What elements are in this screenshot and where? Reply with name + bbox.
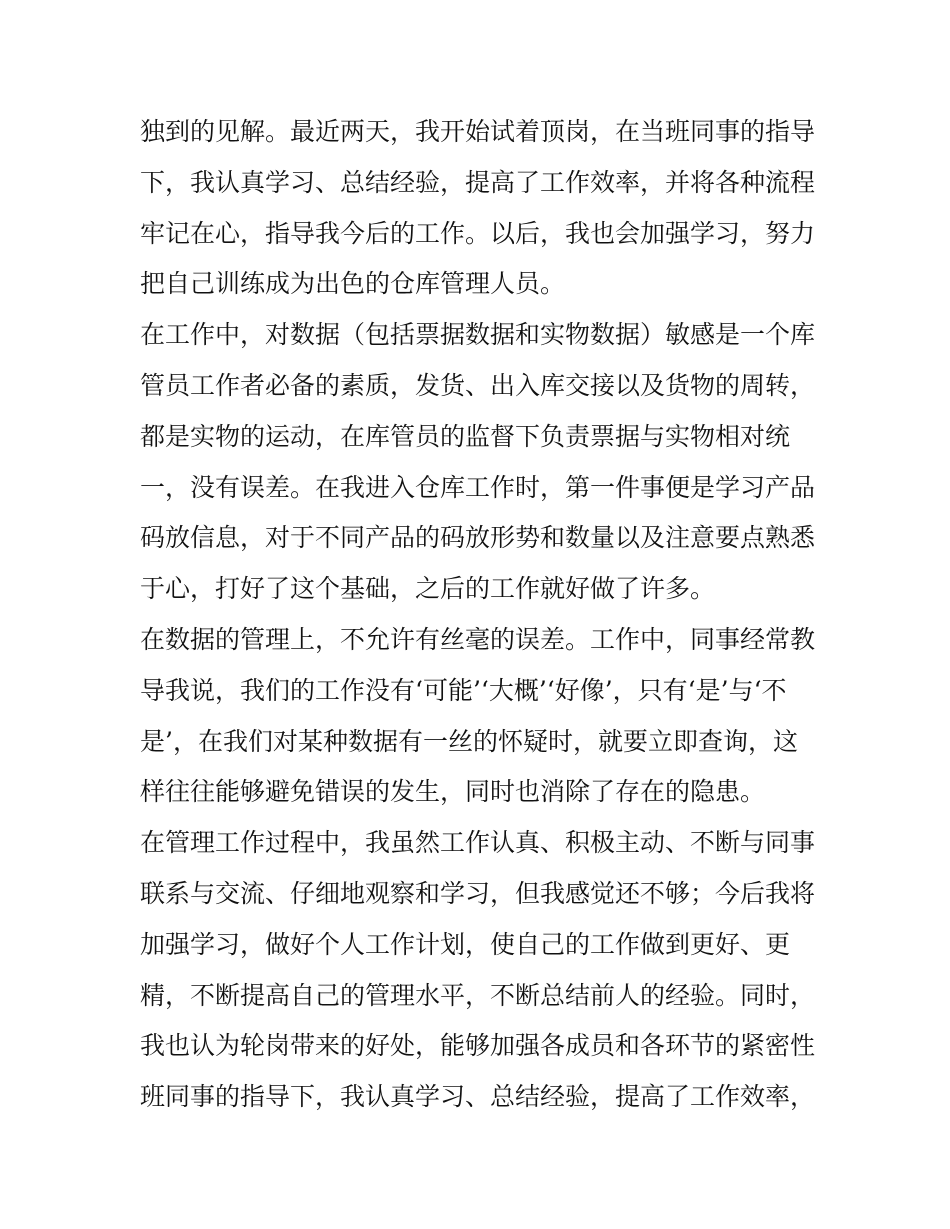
text-line: 班同事的指导下，我认真学习、总结经验，提高了工作效率， bbox=[140, 1082, 816, 1112]
text-line: 于心，打好了这个基础，之后的工作就好做了许多。 bbox=[140, 574, 716, 604]
text-line: 在管理工作过程中，我虽然工作认真、积极主动、不断与同事 bbox=[140, 828, 816, 858]
text-line: 码放信息，对于不同产品的码放形势和数量以及注意要点熟悉 bbox=[140, 523, 816, 553]
text-line: 在数据的管理上，不允许有丝毫的误差。工作中，同事经常教 bbox=[140, 624, 816, 654]
text-line: 是’，在我们对某种数据有一丝的怀疑时，就要立即查询，这 bbox=[140, 726, 798, 756]
text-line: 联系与交流、仔细地观察和学习，但我感觉还不够；今后我将 bbox=[140, 878, 816, 908]
body-text bbox=[140, 107, 840, 1123]
text-line: 精，不断提高自己的管理水平，不断总结前人的经验。同时， bbox=[140, 980, 816, 1010]
text-line: 牢记在心，指导我今后的工作。以后，我也会加强学习，努力 bbox=[140, 218, 816, 248]
text-line: 把自己训练成为出色的仓库管理人员。 bbox=[140, 269, 566, 299]
text-line: 加强学习，做好个人工作计划，使自己的工作做到更好、更 bbox=[140, 929, 791, 959]
text-line: 一，没有误差。在我进入仓库工作时，第一件事便是学习产品 bbox=[140, 472, 816, 502]
text-line: 独到的见解。最近两天，我开始试着顶岗，在当班同事的指导 bbox=[140, 117, 816, 146]
text-line: 下，我认真学习、总结经验，提高了工作效率，并将各种流程 bbox=[140, 167, 816, 197]
text-line: 样往往能够避免错误的发生，同时也消除了存在的隐患。 bbox=[140, 777, 766, 807]
text-line: 都是实物的运动，在库管员的监督下负责票据与实物相对统 bbox=[140, 421, 791, 451]
text-line: 导我说，我们的工作没有‘可能’‘大概’‘好像’，只有‘是’与‘不 bbox=[140, 675, 787, 705]
text-line: 我也认为轮岗带来的好处，能够加强各成员和各环节的紧密性 bbox=[140, 1031, 816, 1061]
text-line: 管员工作者必备的素质，发货、出入库交接以及货物的周转， bbox=[140, 370, 816, 400]
text-line: 在工作中，对数据（包括票据数据和实物数据）敏感是一个库 bbox=[140, 320, 816, 350]
